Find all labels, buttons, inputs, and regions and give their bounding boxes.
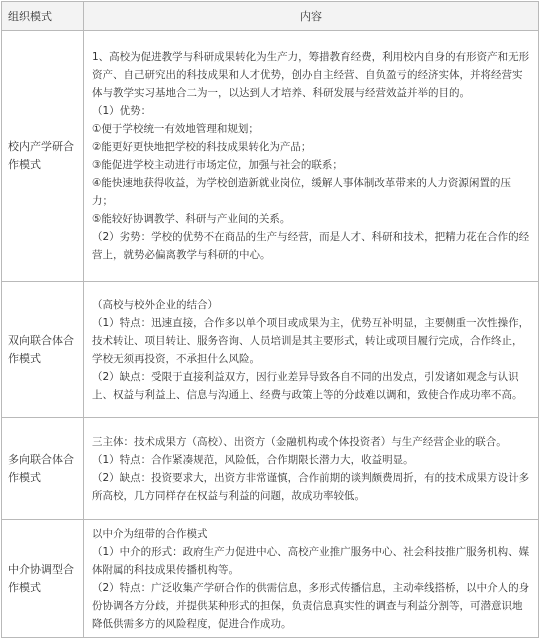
content-line: （1）特点：迅速直接，合作多以单个项目或成果为主，优势互补明显，主要侧重一次性操作，技术转让、项目转让、服务咨询、人员培训是其主要形式，转让或项目履行完成，合作终止，学校无须再投资，不承担什么风险。 <box>92 316 530 365</box>
table-row <box>2 282 539 418</box>
content-line: ④能快速地获得收益，为学校创造新就业岗位，缓解人事体制改革带来的人力资源闲置的压力； <box>92 177 511 207</box>
content-line: ③能促进学校主动进行市场定位，加强与社会的联系； <box>92 159 343 171</box>
model-name: 双向联合体合作模式 <box>2 282 84 418</box>
table-row <box>2 520 539 638</box>
header-model: 组织模式 <box>2 2 84 31</box>
header-content: 内容 <box>84 2 539 31</box>
content-line: 以中介为纽带的合作模式 <box>92 527 208 540</box>
model-content <box>84 31 539 282</box>
org-mode-table <box>1 1 539 638</box>
content-line: （1）特点：合作紧凑规范，风险低，合作期限长潜力大，收益明显。 <box>92 453 414 466</box>
content-line: （2）特点：广泛收集产学研合作的供需信息，多形式传播信息，主动牵线搭桥，以中介人的身份协调各方分歧，并提供某种形式的担保，负责信息真实性的调查与利益分割等，可潜意识地降低供需多方的风险程度，促进合作成功。 <box>92 581 530 630</box>
model-content <box>84 520 539 638</box>
content-line: ②能更好更快地把学校的科技成果转化为产品； <box>92 141 312 153</box>
content-line: 三主体：技术成果方（高校）、出资方（金融机构或个体投资者）与生产经营企业的联合。 <box>92 435 507 448</box>
content-line: ⑤能较好协调教学、科研与产业间的关系。 <box>92 213 291 225</box>
content-line: （高校与校外企业的结合） <box>92 298 218 311</box>
content-line: （2）劣势：学校的优势不在商品的生产与经营，而是人才、科研和技术，把精力花在合作的经营上，就势必偏离教学与科研的中心。 <box>92 231 530 261</box>
content-line: （1）优势： <box>92 105 152 117</box>
model-name: 中介协调型合作模式 <box>2 520 84 638</box>
model-name: 校内产学研合作模式 <box>2 31 84 282</box>
content-line: （2）缺点：受限于直接利益双方，因行业差异导致各自不同的出发点，引发诸如观念与认识上、权益与利益上、信息与沟通上、经费与政策上等的分歧难以调和，致使合作成功率不高。 <box>92 370 523 401</box>
model-name: 多向联合体合作模式 <box>2 418 84 520</box>
model-content <box>84 418 539 520</box>
content-line: （2）缺点：投资要求大，出资方非常谨慎，合作前期的谈判颇费周折，有的技术成果方设计多所高校，几方同样存在权益与利益的问题，故成功率较低。 <box>92 471 530 502</box>
header-row <box>2 2 539 31</box>
table-row <box>2 418 539 520</box>
content-line: 1、高校为促进教学与科研成果转化为生产力，筹措教育经费，利用校内自身的有形资产和无形资产、自己研究出的科技成果和人才优势，创办自主经营、自负盈亏的经济实体，并将经营实体与教学实习基地合二为一，以达到人才培养、科研发展与经营效益并举的目的。 <box>92 51 530 99</box>
table-row <box>2 31 539 282</box>
content-line: ①便于学校统一有效地管理和规划； <box>92 123 259 135</box>
model-content <box>84 282 539 418</box>
content-line: （1）中介的形式：政府生产力促进中心、高校产业推广服务中心、社会科技推广服务机构、媒体附属的科技成果传播机构等。 <box>92 545 530 576</box>
